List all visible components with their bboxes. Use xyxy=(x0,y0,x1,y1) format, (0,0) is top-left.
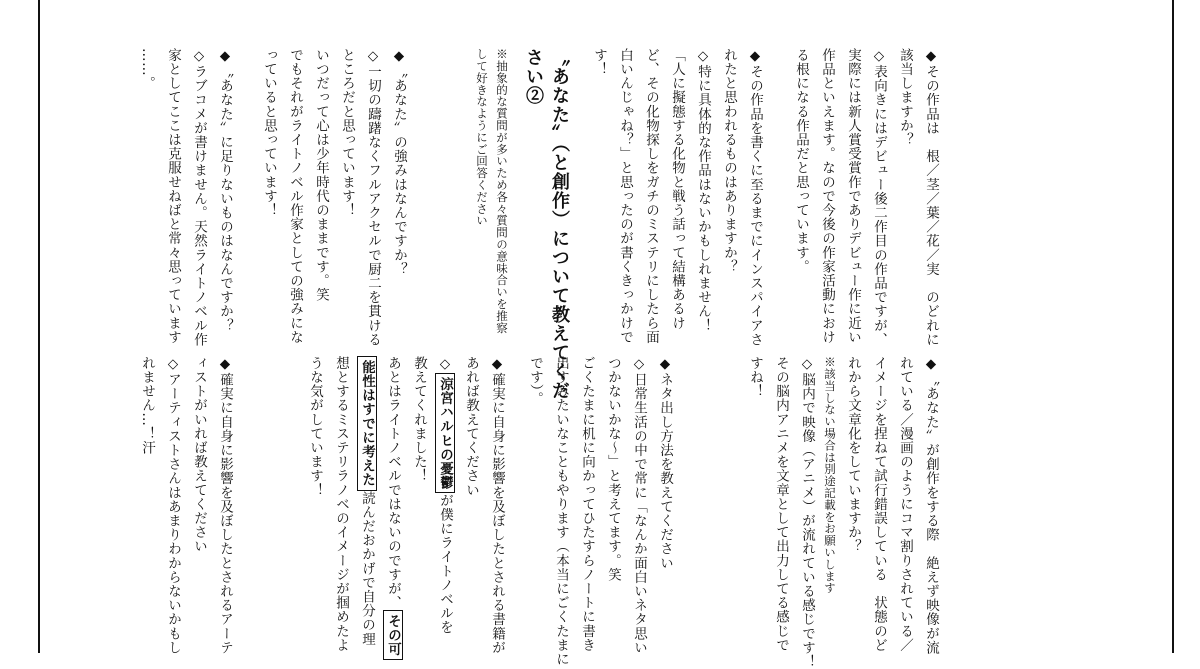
answer-text: つかないかな〜」と考えてます。笑 xyxy=(605,356,621,582)
question-text: あれば教えてください xyxy=(463,356,479,497)
question-text: ◆〝あなた〟の強みはなんですか？ xyxy=(391,48,407,277)
question-note: ※該当しない場合は別途記載をお願いします xyxy=(823,356,837,594)
question-text: イメージを捏ねて試行錯誤している 状態のど xyxy=(871,356,887,653)
answer-text: 「人に擬態する化物と戦う話って結構あるけ xyxy=(669,48,685,330)
q-inspire-block xyxy=(586,48,768,347)
book-title-haruhi: 涼宮ハルヒの憂鬱 xyxy=(435,373,455,494)
answer-text: れません…！汗 xyxy=(139,356,155,455)
answer-text: ◇一切の躊躇なくフルアクセルで厨二を貫ける xyxy=(365,48,381,347)
answer-text: でもそれがライトノベル作家としての強みにな xyxy=(287,48,303,345)
answer-text: 白いんじゃね？」と思ったのが書くきっかけで xyxy=(617,48,633,345)
answer-text: ところだと思っています！ xyxy=(339,48,355,218)
answer-text: ……。 xyxy=(139,48,155,91)
question-text: ◆ネタ出し方法を教えてください xyxy=(657,356,673,570)
answer-line xyxy=(380,356,406,657)
answer-text: その脳内アニメを文章として出力してる感じで xyxy=(773,356,789,653)
section-note-line: ※抽象的な質問が多いため各々質問の意味合いを推察 xyxy=(495,48,509,334)
answer-text: 作品といえます。なので今後の作家活動におけ xyxy=(819,48,835,345)
answer-text: あとはライトノベルではないのですが、 xyxy=(385,356,401,610)
q-ideas-block xyxy=(522,356,678,667)
section-note xyxy=(472,48,512,338)
answer-text: ◇アーティストさんはあまりわからないかもし xyxy=(165,356,181,655)
section-heading-line: さい② xyxy=(523,48,544,105)
book-title-kanousei-part2: 能性はすでに考えた xyxy=(357,356,377,491)
q-work-part-block xyxy=(788,48,944,347)
answer-text: 該当しますか？ xyxy=(897,48,913,147)
answer-text: すね！ xyxy=(747,356,763,399)
answer-text: 出すみたいなこともやります（本当にごくたまに xyxy=(553,356,569,667)
section-note-line: して好きなようにご回答ください xyxy=(475,48,489,227)
answer-text: す！ xyxy=(591,48,607,77)
question-text: れから文章化をしていますか？ xyxy=(845,356,861,554)
answer-text: っていると思っています！ xyxy=(261,48,277,218)
question-text: ◆その作品を書くに至るまでにインスパイアさ xyxy=(747,48,763,347)
question-text: れたと思われるものはありますか？ xyxy=(721,48,737,274)
answer-line xyxy=(354,356,380,646)
question-text: ◆その作品は 根／茎／葉／花／実 のどれに xyxy=(923,48,939,347)
answer-text: が僕にライトノベルを xyxy=(437,493,453,635)
question-text: ◆〝あなた〟が創作をする際 絶えず映像が流 xyxy=(923,356,939,655)
section-heading-line: 〝あなた〟（と創作）について教えてくだ xyxy=(549,48,570,400)
question-text: ィストがいれば教えてください xyxy=(191,356,207,554)
answer-text: です）。 xyxy=(527,356,543,406)
q-lack-block xyxy=(134,48,238,347)
answer-line xyxy=(432,356,458,646)
answer-text: ◇表向きにはデビュー後二作目の作品ですが、 xyxy=(871,48,887,347)
question-text: ◆確実に自身に影響を及ぼしたとされるアーテ xyxy=(217,356,233,655)
book-title-kanousei-part1: その可 xyxy=(383,610,403,660)
answer-text: ◇脳内で映像（アニメ）が流れている感じです！ xyxy=(799,356,815,669)
question-text: ◆〝あなた〟に足りないものはなんですか？ xyxy=(217,48,233,333)
answer-text: うな気がしています！ xyxy=(307,356,323,497)
answer-text: ◇特に具体的な作品はないかもしれません！ xyxy=(695,48,711,333)
question-text: れている／漫画のようにコマ割りされている／ xyxy=(897,356,913,653)
answer-text: ごくたまに机に向かってひたすらノートに書き xyxy=(579,356,595,653)
answer-text: る根になる作品だと思っています。 xyxy=(793,48,809,274)
question-text: ◆確実に自身に影響を及ぼしたとされる書籍が xyxy=(489,356,505,655)
page-left-border xyxy=(38,0,40,653)
q-books-block xyxy=(302,356,510,657)
q-image-block xyxy=(742,356,944,669)
page-right-border xyxy=(1172,0,1174,653)
q-strength-block xyxy=(256,48,412,347)
answer-text: 想とするミステリラノベのイメージが掴めたよ xyxy=(333,356,349,653)
answer-text: ◇ラブコメが書けません。天然ライトノベル作 xyxy=(191,48,207,347)
answer-text: 家としてここは克服せねばと常々思っています xyxy=(165,48,181,345)
answer-text: 教えてくれました！ xyxy=(411,356,427,483)
answer-text: いつだって心は少年時代のままです。笑 xyxy=(313,48,329,302)
q-artists-block xyxy=(134,356,238,655)
answer-text: ◇日常生活の中で常に「なんか面白いネタ思い xyxy=(631,356,647,655)
answer-text: ど、その化物探しをガチのミステリにしたら面 xyxy=(643,48,659,345)
answer-mark: ◇ xyxy=(437,356,453,373)
answer-text: 読んだおかげで自分の理 xyxy=(359,490,375,647)
answer-text: 実際には新人賞受賞作でありデビュー作に近い xyxy=(845,48,861,345)
